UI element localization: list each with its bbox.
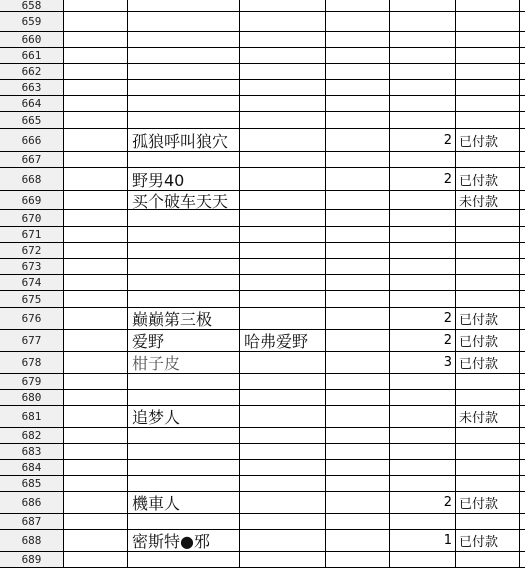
cell-title[interactable]: 买个破车天天 [128,191,240,209]
cell-b[interactable] [64,460,128,475]
cell-payment-status[interactable] [456,444,520,459]
cell-quantity[interactable]: 1 [390,530,456,551]
row-header[interactable]: 681 [0,406,64,427]
cell-h[interactable] [520,259,525,274]
cell-b[interactable] [64,406,128,427]
table-row [0,492,525,514]
cell-h[interactable] [520,0,525,11]
cell-e[interactable] [326,191,390,209]
table-row [0,390,525,406]
cell-alt-name[interactable] [240,243,326,258]
cell-payment-status[interactable] [456,428,520,443]
cell-payment-status[interactable] [456,460,520,475]
cell-b[interactable] [64,80,128,95]
table-row [0,552,525,568]
cell-payment-status[interactable]: 已付款 [456,129,520,151]
row-header[interactable]: 678 [0,352,64,373]
cell-payment-status[interactable] [456,552,520,567]
cell-alt-name[interactable] [240,275,326,290]
cell-title[interactable] [128,96,240,111]
row-header[interactable]: 687 [0,514,64,529]
cell-title[interactable] [128,64,240,79]
row-header[interactable]: 674 [0,275,64,290]
cell-quantity[interactable] [390,552,456,567]
cell-payment-status[interactable] [456,32,520,47]
table-row [0,352,525,374]
cell-alt-name[interactable] [240,129,326,151]
cell-e[interactable] [326,168,390,190]
cell-title[interactable] [128,552,240,567]
cell-h[interactable] [520,476,525,491]
table-row [0,80,525,96]
cell-title[interactable] [128,0,240,11]
cell-title[interactable] [128,32,240,47]
table-row [0,374,525,390]
cell-h[interactable] [520,514,525,529]
cell-e[interactable] [326,243,390,258]
cell-b[interactable] [64,374,128,389]
cell-e[interactable] [326,552,390,567]
table-row [0,12,525,32]
cell-title[interactable] [128,227,240,242]
cell-quantity[interactable] [390,243,456,258]
row-header[interactable]: 669 [0,191,64,209]
cell-payment-status[interactable] [456,259,520,274]
cell-title[interactable] [128,112,240,128]
cell-e[interactable] [326,80,390,95]
cell-b[interactable] [64,530,128,551]
row-header[interactable]: 675 [0,291,64,307]
table-row [0,444,525,460]
cell-b[interactable] [64,112,128,128]
cell-alt-name[interactable] [240,168,326,190]
cell-b[interactable] [64,152,128,167]
cell-quantity[interactable]: 2 [390,308,456,329]
cell-e[interactable] [326,32,390,47]
cell-b[interactable] [64,291,128,307]
cell-e[interactable] [326,444,390,459]
table-row [0,227,525,243]
cell-alt-name[interactable] [240,444,326,459]
row-header[interactable]: 659 [0,12,64,31]
cell-b[interactable] [64,330,128,351]
cell-b[interactable] [64,390,128,405]
cell-b[interactable] [64,308,128,329]
cell-payment-status[interactable] [456,96,520,111]
cell-alt-name[interactable] [240,0,326,11]
cell-payment-status[interactable] [456,152,520,167]
table-row [0,96,525,112]
cell-e[interactable] [326,406,390,427]
cell-h[interactable] [520,96,525,111]
cell-h[interactable] [520,129,525,151]
cell-alt-name[interactable] [240,552,326,567]
row-header[interactable]: 671 [0,227,64,242]
cell-title[interactable] [128,428,240,443]
cell-title[interactable] [128,80,240,95]
cell-quantity[interactable] [390,96,456,111]
cell-e[interactable] [326,129,390,151]
cell-payment-status[interactable] [456,390,520,405]
cell-b[interactable] [64,96,128,111]
table-row [0,48,525,64]
cell-b[interactable] [64,492,128,513]
cell-alt-name[interactable] [240,476,326,491]
cell-quantity[interactable] [390,514,456,529]
cell-alt-name[interactable] [240,291,326,307]
cell-quantity[interactable] [390,390,456,405]
cell-title[interactable]: 追梦人 [128,406,240,427]
cell-b[interactable] [64,428,128,443]
cell-e[interactable] [326,12,390,31]
cell-b[interactable] [64,352,128,373]
cell-quantity[interactable] [390,48,456,63]
cell-h[interactable] [520,243,525,258]
cell-h[interactable] [520,374,525,389]
row-header[interactable]: 672 [0,243,64,258]
cell-alt-name[interactable] [240,390,326,405]
row-header[interactable]: 658 [0,0,64,11]
cell-quantity[interactable] [390,428,456,443]
cell-quantity[interactable] [390,152,456,167]
cell-h[interactable] [520,444,525,459]
cell-quantity[interactable]: 2 [390,129,456,151]
cell-alt-name[interactable] [240,259,326,274]
cell-title[interactable]: 野男40 [128,168,240,190]
cell-payment-status[interactable] [456,64,520,79]
table-row [0,514,525,530]
cell-alt-name[interactable] [240,80,326,95]
cell-e[interactable] [326,330,390,351]
cell-alt-name[interactable] [240,352,326,373]
cell-alt-name[interactable] [240,308,326,329]
cell-e[interactable] [326,112,390,128]
cell-b[interactable] [64,227,128,242]
cell-quantity[interactable] [390,12,456,31]
cell-e[interactable] [326,374,390,389]
cell-alt-name[interactable] [240,374,326,389]
cell-alt-name[interactable] [240,64,326,79]
table-row [0,112,525,129]
row-header[interactable]: 685 [0,476,64,491]
cell-e[interactable] [326,227,390,242]
cell-b[interactable] [64,32,128,47]
cell-h[interactable] [520,492,525,513]
cell-title[interactable] [128,374,240,389]
table-row [0,210,525,227]
cell-title[interactable] [128,275,240,290]
cell-payment-status[interactable]: 已付款 [456,168,520,190]
cell-e[interactable] [326,96,390,111]
row-header[interactable]: 686 [0,492,64,513]
cell-b[interactable] [64,444,128,459]
cell-e[interactable] [326,428,390,443]
row-header[interactable]: 684 [0,460,64,475]
cell-b[interactable] [64,48,128,63]
cell-alt-name[interactable] [240,428,326,443]
cell-b[interactable] [64,514,128,529]
cell-quantity[interactable] [390,406,456,427]
cell-e[interactable] [326,514,390,529]
cell-title[interactable] [128,259,240,274]
cell-payment-status[interactable] [456,112,520,128]
cell-h[interactable] [520,191,525,209]
table-row [0,476,525,492]
row-header[interactable]: 679 [0,374,64,389]
cell-payment-status[interactable]: 已付款 [456,492,520,513]
cell-payment-status[interactable] [456,514,520,529]
cell-quantity[interactable]: 2 [390,330,456,351]
row-header[interactable]: 683 [0,444,64,459]
cell-payment-status[interactable] [456,12,520,31]
table-row [0,152,525,168]
cell-quantity[interactable] [390,0,456,11]
cell-payment-status[interactable]: 未付款 [456,191,520,209]
cell-e[interactable] [326,259,390,274]
table-row [0,428,525,444]
cell-alt-name[interactable] [240,32,326,47]
cell-b[interactable] [64,12,128,31]
cell-payment-status[interactable]: 已付款 [456,308,520,329]
cell-h[interactable] [520,552,525,567]
cell-b[interactable] [64,129,128,151]
cell-alt-name[interactable]: 哈弗爱野 [240,330,326,351]
cell-quantity[interactable] [390,476,456,491]
cell-b[interactable] [64,243,128,258]
cell-quantity[interactable] [390,374,456,389]
row-header[interactable]: 661 [0,48,64,63]
cell-e[interactable] [326,460,390,475]
cell-payment-status[interactable]: 已付款 [456,530,520,551]
cell-e[interactable] [326,530,390,551]
cell-alt-name[interactable] [240,227,326,242]
cell-payment-status[interactable] [456,210,520,226]
cell-alt-name[interactable] [240,210,326,226]
cell-payment-status[interactable] [456,374,520,389]
cell-b[interactable] [64,552,128,567]
cell-h[interactable] [520,390,525,405]
cell-title[interactable] [128,152,240,167]
cell-payment-status[interactable]: 已付款 [456,352,520,373]
cell-alt-name[interactable] [240,112,326,128]
cell-alt-name[interactable] [240,492,326,513]
cell-quantity[interactable] [390,112,456,128]
table-row [0,530,525,552]
cell-quantity[interactable] [390,291,456,307]
cell-alt-name[interactable] [240,460,326,475]
cell-alt-name[interactable] [240,152,326,167]
cell-e[interactable] [326,48,390,63]
cell-b[interactable] [64,210,128,226]
cell-h[interactable] [520,48,525,63]
cell-title[interactable] [128,444,240,459]
cell-quantity[interactable] [390,275,456,290]
table-row [0,460,525,476]
cell-quantity[interactable]: 2 [390,492,456,513]
cell-alt-name[interactable] [240,48,326,63]
cell-payment-status[interactable] [456,0,520,11]
cell-h[interactable] [520,210,525,226]
cell-e[interactable] [326,0,390,11]
cell-alt-name[interactable] [240,191,326,209]
cell-h[interactable] [520,275,525,290]
cell-h[interactable] [520,352,525,373]
row-header[interactable]: 660 [0,32,64,47]
table-row [0,406,525,428]
row-header[interactable]: 665 [0,112,64,128]
cell-b[interactable] [64,476,128,491]
cell-e[interactable] [326,352,390,373]
cell-title[interactable] [128,12,240,31]
table-row [0,243,525,259]
row-header[interactable]: 682 [0,428,64,443]
cell-quantity[interactable]: 2 [390,168,456,190]
cell-title[interactable] [128,460,240,475]
cell-quantity[interactable] [390,32,456,47]
cell-e[interactable] [326,492,390,513]
table-row [0,129,525,152]
cell-h[interactable] [520,64,525,79]
cell-title[interactable]: 密斯特●邪 [128,530,240,551]
cell-b[interactable] [64,191,128,209]
cell-b[interactable] [64,259,128,274]
row-header[interactable]: 667 [0,152,64,167]
table-row [0,191,525,210]
cell-quantity[interactable] [390,80,456,95]
cell-h[interactable] [520,460,525,475]
cell-e[interactable] [326,308,390,329]
cell-title[interactable]: 爱野 [128,330,240,351]
cell-title[interactable]: 孤狼呼叫狼穴 [128,129,240,151]
cell-quantity[interactable] [390,444,456,459]
row-header[interactable]: 662 [0,64,64,79]
row-header[interactable]: 664 [0,96,64,111]
cell-title[interactable]: 機車人 [128,492,240,513]
cell-title[interactable] [128,390,240,405]
row-header[interactable]: 663 [0,80,64,95]
cell-e[interactable] [326,390,390,405]
cell-payment-status[interactable] [456,80,520,95]
cell-alt-name[interactable] [240,406,326,427]
cell-e[interactable] [326,152,390,167]
row-header[interactable]: 688 [0,530,64,551]
cell-h[interactable] [520,32,525,47]
cell-b[interactable] [64,275,128,290]
cell-title[interactable]: 柑子皮 [128,352,240,373]
cell-quantity[interactable]: 3 [390,352,456,373]
cell-alt-name[interactable] [240,96,326,111]
cell-payment-status[interactable]: 已付款 [456,330,520,351]
table-row [0,32,525,48]
cell-h[interactable] [520,530,525,551]
cell-b[interactable] [64,0,128,11]
cell-h[interactable] [520,112,525,128]
cell-h[interactable] [520,308,525,329]
cell-b[interactable] [64,64,128,79]
row-header[interactable]: 666 [0,129,64,151]
cell-quantity[interactable] [390,259,456,274]
row-header[interactable]: 668 [0,168,64,190]
row-header[interactable]: 670 [0,210,64,226]
cell-title[interactable] [128,210,240,226]
cell-payment-status[interactable] [456,227,520,242]
table-row [0,330,525,352]
table-row [0,0,525,12]
cell-e[interactable] [326,64,390,79]
cell-quantity[interactable] [390,460,456,475]
cell-quantity[interactable] [390,64,456,79]
row-header[interactable]: 680 [0,390,64,405]
table-row [0,64,525,80]
cell-alt-name[interactable] [240,514,326,529]
cell-h[interactable] [520,80,525,95]
cell-payment-status[interactable] [456,243,520,258]
cell-alt-name[interactable] [240,12,326,31]
cell-payment-status[interactable] [456,291,520,307]
cell-payment-status[interactable]: 未付款 [456,406,520,427]
cell-h[interactable] [520,12,525,31]
cell-h[interactable] [520,428,525,443]
cell-quantity[interactable] [390,227,456,242]
row-header[interactable]: 673 [0,259,64,274]
cell-e[interactable] [326,291,390,307]
cell-quantity[interactable] [390,191,456,209]
cell-alt-name[interactable] [240,530,326,551]
cell-h[interactable] [520,227,525,242]
cell-h[interactable] [520,168,525,190]
cell-payment-status[interactable] [456,275,520,290]
table-row [0,275,525,291]
table-row [0,259,525,275]
cell-payment-status[interactable] [456,476,520,491]
cell-title[interactable] [128,514,240,529]
cell-h[interactable] [520,330,525,351]
cell-title[interactable] [128,48,240,63]
cell-title[interactable] [128,243,240,258]
cell-title[interactable] [128,476,240,491]
cell-payment-status[interactable] [456,48,520,63]
table-row [0,291,525,308]
cell-h[interactable] [520,152,525,167]
cell-e[interactable] [326,275,390,290]
cell-quantity[interactable] [390,210,456,226]
cell-e[interactable] [326,210,390,226]
cell-title[interactable] [128,291,240,307]
row-header[interactable]: 689 [0,552,64,567]
cell-title[interactable]: 巅巅第三极 [128,308,240,329]
cell-e[interactable] [326,476,390,491]
table-row [0,308,525,330]
cell-h[interactable] [520,291,525,307]
row-header[interactable]: 677 [0,330,64,351]
cell-b[interactable] [64,168,128,190]
row-header[interactable]: 676 [0,308,64,329]
table-row [0,168,525,191]
cell-h[interactable] [520,406,525,427]
